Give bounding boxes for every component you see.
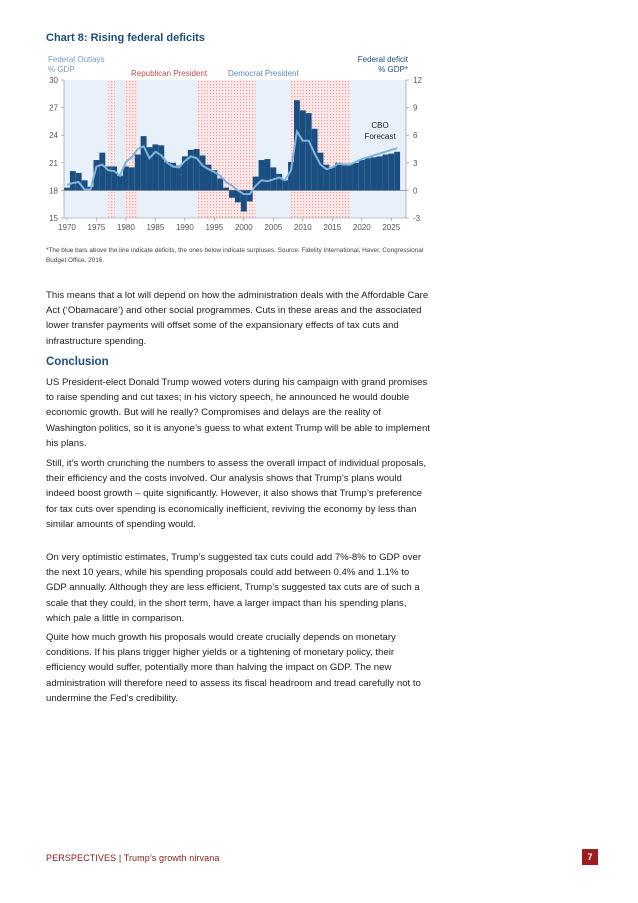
- left-tick-label-18: 18: [49, 186, 58, 196]
- x-tick-label-1975: 1975: [87, 223, 106, 232]
- paragraph-campaign-promises: US President-elect Donald Trump wowed voters during his campaign with grand promises to raise spending and cut taxes; in his victory speech, he announced he would double economic growth. But will he really? Compromises and delays are the reality of Washington politics, so it is anyone’s guess to what extent Trump will be able to implement his plans.: [46, 377, 430, 449]
- deficit-bar-1971: [70, 171, 76, 190]
- deficit-bar-1981: [129, 167, 135, 190]
- deficit-bar-2023: [377, 156, 383, 190]
- left-tick-label-21: 21: [49, 158, 58, 168]
- deficit-bar-1970: [64, 188, 70, 191]
- paragraph-obamacare: This means that a lot will depend on how the administration deals with the Affordable Care Act (‘Obamacare’) and other social programmes. Cuts in these areas and the associated lower transfer payments will offset some of the expansionary effects of tax cuts and infrastructure spending.: [46, 290, 429, 347]
- chart-title: Chart 8: Rising federal deficits: [46, 32, 205, 44]
- left-tick-label-15: 15: [49, 214, 58, 223]
- deficit-bar-2017: [341, 164, 347, 191]
- deficit-bar-2004: [264, 159, 270, 190]
- page-number: 7: [582, 849, 598, 865]
- deficit-bar-1982: [135, 155, 141, 191]
- deficit-bar-2022: [371, 157, 377, 190]
- deficit-bar-1980: [123, 166, 129, 190]
- strip-1981: [125, 80, 136, 218]
- x-tick-label-1990: 1990: [175, 223, 194, 232]
- deficit-bar-1987: [164, 162, 170, 191]
- deficit-bar-2015: [329, 167, 335, 190]
- right-axis-label-2: % GDP*: [378, 65, 408, 74]
- right-tick-label-9: 9: [413, 103, 418, 113]
- left-axis-label-2: % GDP: [48, 65, 75, 74]
- deficit-bar-2026: [394, 152, 400, 191]
- transition-strip-a-0: [108, 80, 114, 218]
- left-tick-label-30: 30: [49, 76, 58, 85]
- republican-span-2: [250, 80, 297, 218]
- x-tick-label-2020: 2020: [352, 223, 371, 232]
- deficit-bar-2024: [382, 155, 388, 191]
- deficit-bar-1992: [194, 149, 200, 190]
- cbo-annotation-2: Forecast: [364, 132, 396, 141]
- deficit-bar-2020: [359, 160, 365, 190]
- left-tick-label-27: 27: [49, 103, 58, 113]
- deficit-bar-2007: [282, 180, 288, 190]
- federal-deficit-chart: [0, 0, 638, 240]
- deficit-bar-2018: [347, 164, 353, 191]
- right-tick-label-6: 6: [413, 131, 418, 141]
- right-tick-label-0: 0: [413, 186, 418, 196]
- paragraph-estimates: On very optimistic estimates, Trump’s suggested tax cuts could add 7%-8% to GDP over the next 10 years, while his spending proposals could add between 0.4% and 1.1% to GDP annually. Although they are less efficient, Trump’s suggested tax cuts are of such a scale that they could, in the short term, have a larger impact than his spending plans, which pale a little in comparison.: [46, 552, 422, 624]
- paragraph-analysis: Still, it’s worth crunching the numbers to assess the overall impact of individual proposals, their efficiency and the costs involved. Our analysis shows that Trump’s plans would indeed boost growth – quite significantly. However, it also shows that Trump’s preference for tax cuts over spending is economically inefficient, reviving the economy by less than similar amounts of spending would.: [46, 458, 427, 530]
- chart-footnote: *The blue bars above the line indicate deficits, the ones below indicate surpluses. Source: Fidelity International, Haver, Congressional Budget Office, 2016.: [46, 247, 424, 264]
- deficit-bar-2016: [335, 163, 341, 191]
- x-tick-label-2000: 2000: [234, 223, 253, 232]
- x-tick-label-2005: 2005: [264, 223, 283, 232]
- deficit-bar-2019: [353, 163, 359, 191]
- deficit-bar-1986: [158, 145, 164, 190]
- x-tick-label-2015: 2015: [323, 223, 342, 232]
- legend-republican: Republican President: [131, 69, 208, 78]
- deficit-bar-1996: [217, 178, 223, 190]
- x-tick-label-2025: 2025: [382, 223, 401, 232]
- deficit-bar-2021: [365, 158, 371, 190]
- deficit-bar-1979: [117, 176, 123, 191]
- deficit-bar-1989: [176, 166, 182, 191]
- legend-democrat: Democrat President: [228, 69, 299, 78]
- deficit-bar-2003: [259, 160, 265, 190]
- deficit-bar-1993: [200, 155, 206, 190]
- page-footer: PERSPECTIVES | Trump’s growth nirvana: [46, 853, 220, 863]
- deficit-bar-2011: [306, 113, 312, 190]
- right-tick-label-3: 3: [413, 158, 418, 168]
- paragraph-monetary-conditions: Quite how much growth his proposals would create crucially depends on monetary conditions. If his plans trigger higher yields or a tightening of monetary policy, their efficiency would suffer, potentially more than halving the impact on GDP. The new administration will therefore need to assess its fiscal headroom and tread carefully not to undermine the Fed’s credibility.: [46, 632, 421, 704]
- left-tick-label-24: 24: [49, 131, 58, 141]
- deficit-bar-1983: [141, 136, 147, 190]
- x-tick-label-1980: 1980: [117, 223, 135, 232]
- deficit-bar-1997: [223, 188, 229, 191]
- deficit-bar-2025: [388, 154, 394, 191]
- deficit-bar-2006: [276, 174, 282, 191]
- republican-span-0: [64, 80, 108, 218]
- x-tick-label-1995: 1995: [205, 223, 224, 232]
- deficit-bar-2012: [312, 129, 318, 191]
- left-axis-label-1: Federal Outlays: [48, 55, 105, 64]
- x-tick-label-2010: 2010: [293, 223, 312, 232]
- right-tick-label-12: 12: [413, 76, 422, 85]
- conclusion-heading: Conclusion: [46, 356, 109, 368]
- deficit-bar-2013: [318, 153, 324, 191]
- cbo-annotation-1: CBO: [371, 121, 389, 130]
- x-tick-label-1970: 1970: [58, 223, 76, 232]
- right-axis-label-1: Federal deficit: [357, 55, 408, 64]
- deficit-bar-1998: [229, 190, 235, 197]
- x-tick-label-1985: 1985: [146, 223, 165, 232]
- right-tick-label--3: -3: [413, 214, 421, 223]
- deficit-bar-1976: [99, 153, 105, 191]
- deficit-bar-2010: [300, 110, 306, 190]
